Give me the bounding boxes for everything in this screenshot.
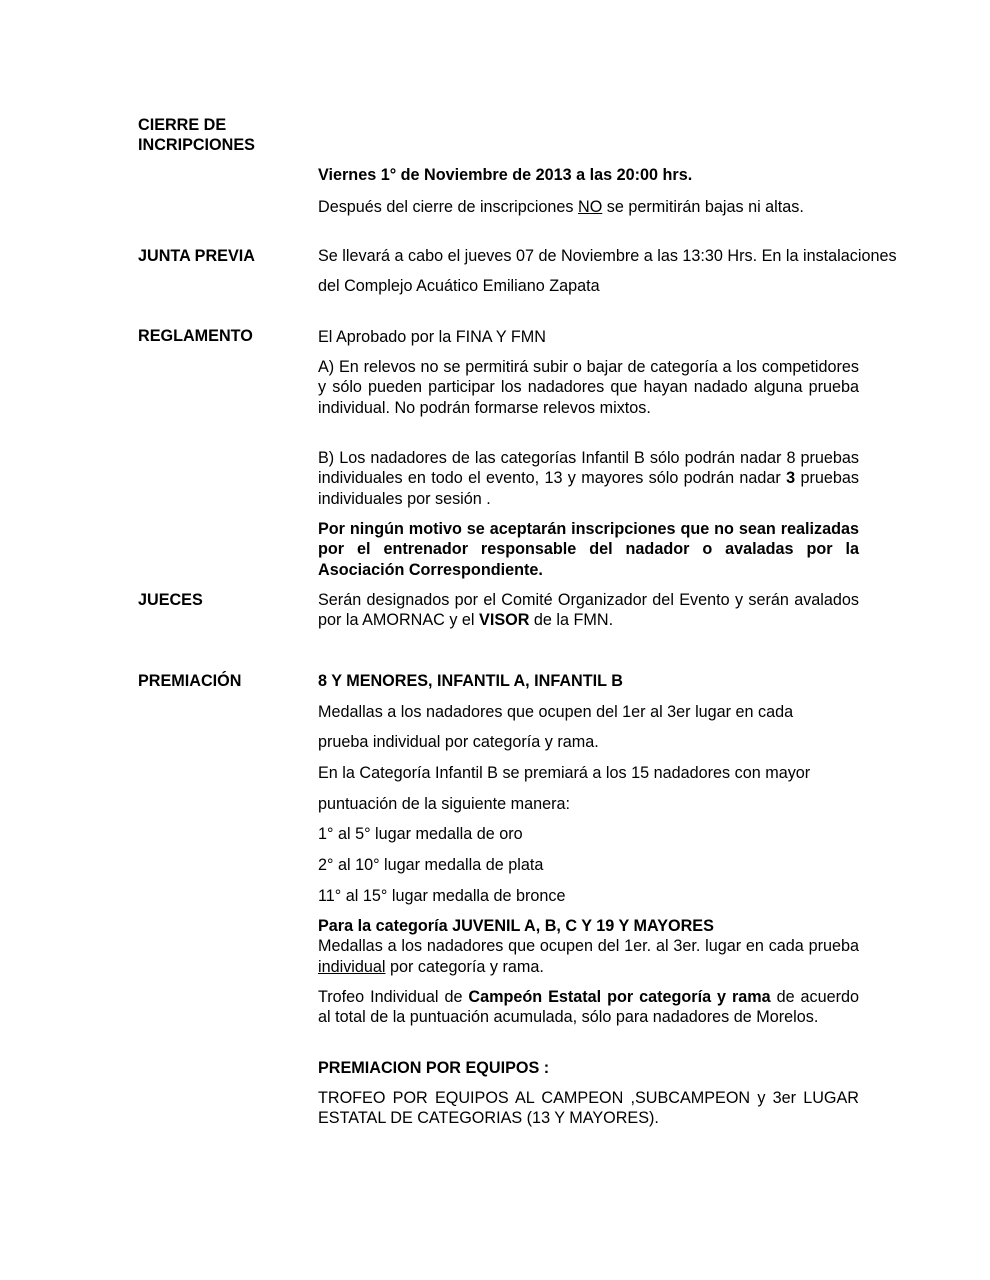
premiacion-gold: 1° al 5° lugar medalla de oro <box>318 825 523 843</box>
jueces-visor: VISOR <box>479 611 530 630</box>
premiacion-silver: 2° al 10° lugar medalla de plata <box>318 856 544 874</box>
jueces-text <box>318 590 859 631</box>
juvenil-heading: Para la categoría JUVENIL A, B, C Y 19 Y MAYORES <box>318 917 714 935</box>
premiacion-infantil-line1: En la Categoría Infantil B se premiará a los 15 nadadores con mayor <box>318 764 811 782</box>
jueces-post: de la FMN. <box>529 611 614 630</box>
premiacion-trofeo <box>318 987 859 1028</box>
label-reglamento: REGLAMENTO <box>138 327 253 345</box>
cierre-note-post: se permitirán bajas ni altas. <box>602 198 804 216</box>
cierre-note-pre: Después del cierre de inscripciones <box>318 198 579 216</box>
jueces-pre: Serán designados por el Comité Organizador del Evento y serán avalados por la AMORNAC y el <box>318 591 859 630</box>
premiacion-medallas-line2: prueba individual por categoría y rama. <box>318 733 599 751</box>
cierre-date: Viernes 1° de Noviembre de 2013 a las 20:00 hrs. <box>318 166 693 184</box>
juvenil-pre: Medallas a los nadadores que ocupen del 1er. al 3er. lugar en cada prueba <box>318 937 859 956</box>
junta-line2: del Complejo Acuático Emiliano Zapata <box>318 277 600 295</box>
label-cierre-line1: CIERRE DE <box>138 116 227 134</box>
trofeo-bold: Campeón Estatal por categoría y rama <box>468 988 771 1006</box>
premiacion-equipos-text: TROFEO POR EQUIPOS AL CAMPEON ,SUBCAMPEON y 3er LUGAR ESTATAL DE CATEGORIAS (13 Y MAYORES). <box>318 1089 859 1128</box>
junta-line1: Se llevará a cabo el jueves 07 de Noviembre a las 13:30 Hrs. En la instalaciones <box>318 247 897 265</box>
reglamento-approved: El Aprobado por la FINA Y FMN <box>318 328 546 346</box>
rule-b-post: pruebas individuales por sesión . <box>318 469 859 508</box>
cierre-note <box>318 197 859 217</box>
rule-b-bold: 3 <box>786 469 796 488</box>
label-jueces: JUECES <box>138 591 203 609</box>
trofeo-pre: Trofeo Individual de <box>318 988 469 1006</box>
trofeo-post: de acuerdo al total de la puntuación acumulada, sólo para nadadores de Morelos. <box>318 988 860 1027</box>
juvenil-individual: individual <box>318 957 386 976</box>
rule-b-pre: B) Los nadadores de las categorías Infantil B sólo podrán nadar 8 pruebas individuales en todo el evento, 13 y mayores sólo podrán nadar <box>318 449 859 488</box>
premiacion-equipos-heading: PREMIACION POR EQUIPOS : <box>318 1059 550 1077</box>
reglamento-rule-a: A) En relevos no se permitirá subir o bajar de categoría a los competidores y sólo pueden participar los nadadores que hayan nadado alguna prueba individual. No podrán formarse relevos mixtos. <box>318 358 859 417</box>
label-cierre <box>138 115 255 155</box>
premiacion-bronze: 11° al 15° lugar medalla de bronce <box>318 887 566 905</box>
reglamento-warning: Por ningún motivo se aceptarán inscripciones que no sean realizadas por el entrenador responsable del nadador o avaladas por la Asociación Correspondiente. <box>318 520 859 579</box>
label-premiacion: PREMIACIÓN <box>138 672 242 690</box>
premiacion-medallas-line1: Medallas a los nadadores que ocupen del 1er al 3er lugar en cada <box>318 703 794 721</box>
label-cierre-line2: INCRIPCIONES <box>138 136 255 154</box>
juvenil-post: por categoría y rama. <box>385 957 544 976</box>
premiacion-heading: 8 Y MENORES, INFANTIL A, INFANTIL B <box>318 672 623 690</box>
premiacion-juvenil <box>318 916 859 977</box>
juvenil-text <box>318 936 859 977</box>
premiacion-infantil-line2: puntuación de la siguiente manera: <box>318 795 570 813</box>
label-junta: JUNTA PREVIA <box>138 247 255 265</box>
cierre-note-no: NO <box>578 198 603 216</box>
reglamento-rule-b <box>318 448 859 509</box>
